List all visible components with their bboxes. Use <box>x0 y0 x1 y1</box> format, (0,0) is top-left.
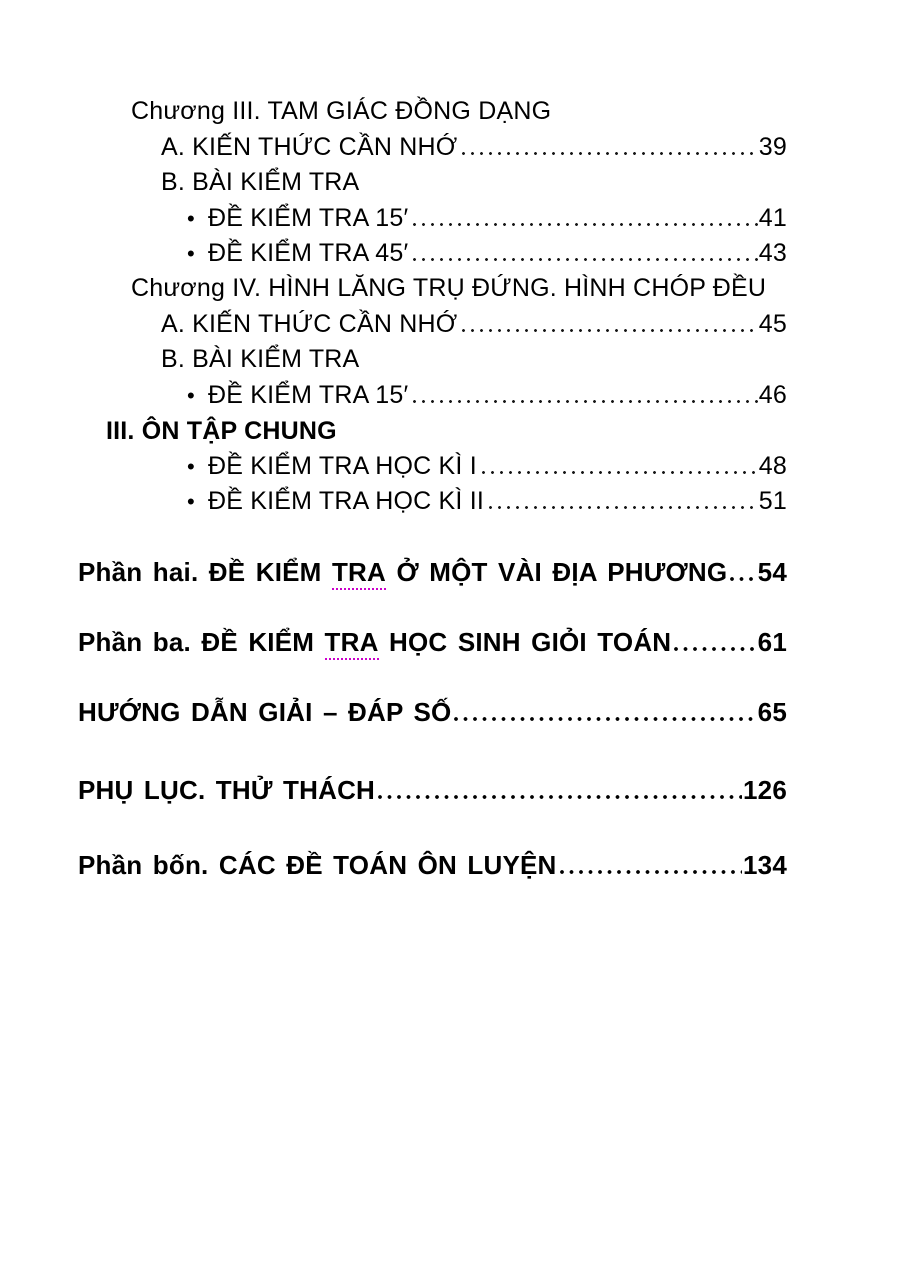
toc-entry-label: ĐỀ KIỂM TRA 15′ <box>208 204 409 232</box>
toc-entry-label: Chương IV. HÌNH LĂNG TRỤ ĐỨNG. HÌNH CHÓP ĐỀU <box>131 274 767 302</box>
bullet-icon: • <box>187 383 195 408</box>
page-number: 134 <box>743 850 787 880</box>
toc-entry <box>161 132 787 162</box>
page-number: 54 <box>757 557 787 587</box>
toc-entry-part <box>78 850 787 880</box>
bullet-icon: • <box>187 454 195 479</box>
toc-entry-label: Phần ba. ĐỀ KIỂM <box>78 627 325 657</box>
page-number: 46 <box>758 381 787 409</box>
bullet-icon: • <box>187 489 195 514</box>
toc-entry-part <box>78 627 787 660</box>
toc-entry-label: HỌC SINH GIỎI TOÁN <box>378 627 672 657</box>
toc-entry-label: Chương III. TAM GIÁC ĐỒNG DẠNG <box>131 97 552 125</box>
spellcheck-underlined-word: TRA <box>332 557 386 590</box>
dot-leader <box>413 223 757 226</box>
dot-leader <box>413 258 757 261</box>
bullet-icon: • <box>187 206 195 231</box>
page-number: 51 <box>758 487 787 515</box>
page-number: 45 <box>758 310 787 338</box>
toc-entry <box>161 344 359 374</box>
toc-entry-label: Ở MỘT VÀI ĐỊA PHƯƠNG <box>386 557 728 587</box>
toc-entry <box>187 451 787 482</box>
dot-leader <box>730 577 756 581</box>
toc-entry-label: ĐỀ KIỂM TRA HỌC KÌ II <box>208 487 485 515</box>
dot-leader <box>482 471 758 474</box>
spellcheck-underlined-word: TRA <box>325 627 379 660</box>
toc-entry-label: ĐỀ KIỂM TRA 45′ <box>208 239 409 267</box>
dot-leader <box>378 795 742 799</box>
page-number: 41 <box>758 204 787 232</box>
toc-entry-label: III. ÔN TẬP CHUNG <box>106 417 337 445</box>
toc-entry <box>161 167 359 197</box>
toc-entry-label: HƯỚNG DẪN GIẢI – ĐÁP SỐ <box>78 697 452 727</box>
toc-entry-label: PHỤ LỤC. THỬ THÁCH <box>78 775 376 805</box>
page-number: 39 <box>758 133 787 161</box>
toc-entry-chapter <box>131 273 766 303</box>
page-number: 61 <box>757 627 787 657</box>
dot-leader <box>674 647 756 651</box>
toc-entry-label: Phần hai. ĐỀ KIỂM <box>78 557 332 587</box>
toc-entry-part <box>78 557 787 590</box>
toc-entry-chapter <box>131 96 551 126</box>
toc-entry-label: Phần bốn. CÁC ĐỀ TOÁN ÔN LUYỆN <box>78 850 557 880</box>
toc-entry-label: ĐỀ KIỂM TRA 15′ <box>208 381 409 409</box>
toc-entry <box>187 486 787 517</box>
toc-entry <box>187 203 787 234</box>
dot-leader <box>454 717 756 721</box>
bullet-icon: • <box>187 241 195 266</box>
page-number: 126 <box>743 775 787 805</box>
toc-entry-label: A. KIẾN THỨC CẦN NHỚ <box>161 310 458 338</box>
dot-leader <box>413 400 757 403</box>
page-number: 48 <box>758 452 787 480</box>
toc-entry-part <box>78 775 787 805</box>
page-number: 65 <box>757 697 787 727</box>
dot-leader <box>462 152 757 155</box>
dot-leader <box>560 870 742 874</box>
toc-entry-label: ĐỀ KIỂM TRA HỌC KÌ I <box>208 452 477 480</box>
toc-entry-part <box>106 416 337 446</box>
page-number: 43 <box>758 239 787 267</box>
toc-entry <box>187 238 787 269</box>
toc-entry-part <box>78 697 787 727</box>
toc-entry-label: B. BÀI KIỂM TRA <box>161 168 360 196</box>
toc-entry <box>187 380 787 411</box>
toc-entry <box>161 309 787 339</box>
toc-entry-label: A. KIẾN THỨC CẦN NHỚ <box>161 133 458 161</box>
toc-entry-label: B. BÀI KIỂM TRA <box>161 345 360 373</box>
dot-leader <box>462 329 757 332</box>
dot-leader <box>489 506 758 509</box>
